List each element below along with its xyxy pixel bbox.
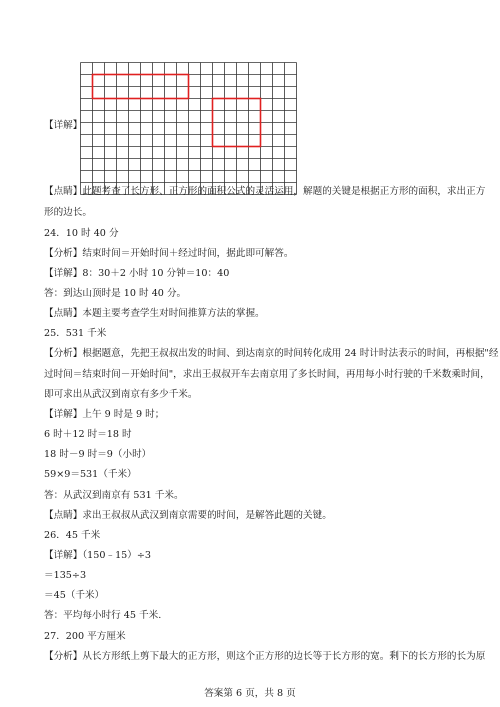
- text-line: ＝135÷3: [44, 570, 87, 581]
- text-line: 【点睛】本题主要考查学生对时间推算方法的掌握。: [44, 308, 265, 319]
- text-line: 【详解】8：30＋2 小时 10 分钟＝10：40: [44, 268, 230, 279]
- text-line: 27．200 平方厘米: [44, 631, 126, 642]
- text-line: 【分析】从长方形纸上剪下最大的正方形，则这个正方形的边长等于长方形的宽。剩下的长方形的长为原: [44, 651, 486, 662]
- text-line: 59×9＝531（千米）: [44, 469, 137, 480]
- text-line: 6 时＋12 时＝18 时: [44, 429, 132, 440]
- text-line: 【点睛】求出王叔叔从武汉到南京需要的时间，是解答此题的关键。: [44, 510, 332, 521]
- text-line: 【详解】上午 9 时是 9 时；: [44, 409, 165, 420]
- text-line: 26．45 千米: [44, 530, 101, 541]
- text-line: 【详解】（150﹣15）÷3: [44, 550, 152, 561]
- text-line: 答：到达山顶时是 10 时 40 分。: [44, 288, 187, 299]
- text-line: 25．531 千米: [44, 328, 107, 339]
- text-line: 答：平均每小时行 45 千米.: [44, 610, 162, 621]
- text-line: 24．10 时 40 分: [44, 228, 119, 239]
- text-line: 过时间＝结束时间－开始时间"，求出王叔叔开车去南京用了多长时间，再用每小时行驶的千米数乘时间，: [44, 369, 490, 380]
- text-line: 【分析】结束时间＝开始时间＋经过时间，据此即可解答。: [44, 248, 294, 259]
- text-line: 18 时－9 时＝9（小时）: [44, 449, 152, 460]
- text-line: 即可求出从武汉到南京有多少千米。: [44, 389, 198, 400]
- grid-figure: [80, 62, 297, 198]
- text-line: 答：从武汉到南京有 531 千米。: [44, 490, 184, 501]
- text-line: 【分析】根据题意，先把王叔叔出发的时间、到达南京的时间转化成用 24 时计时法表示的时间，再根据"经: [44, 348, 499, 359]
- text-line: 【点睛】此题考查了长方形、正方形的面积公式的灵活运用，解题的关键是根据正方形的面积，求出正方: [44, 186, 486, 197]
- page-footer: 答案第 6 页，共 8 页: [204, 688, 296, 699]
- text-line: ＝45（千米）: [44, 590, 105, 601]
- figure-label: 【详解】: [44, 120, 83, 131]
- text-line: 形的边长。: [44, 207, 92, 218]
- grid-svg: [80, 62, 297, 195]
